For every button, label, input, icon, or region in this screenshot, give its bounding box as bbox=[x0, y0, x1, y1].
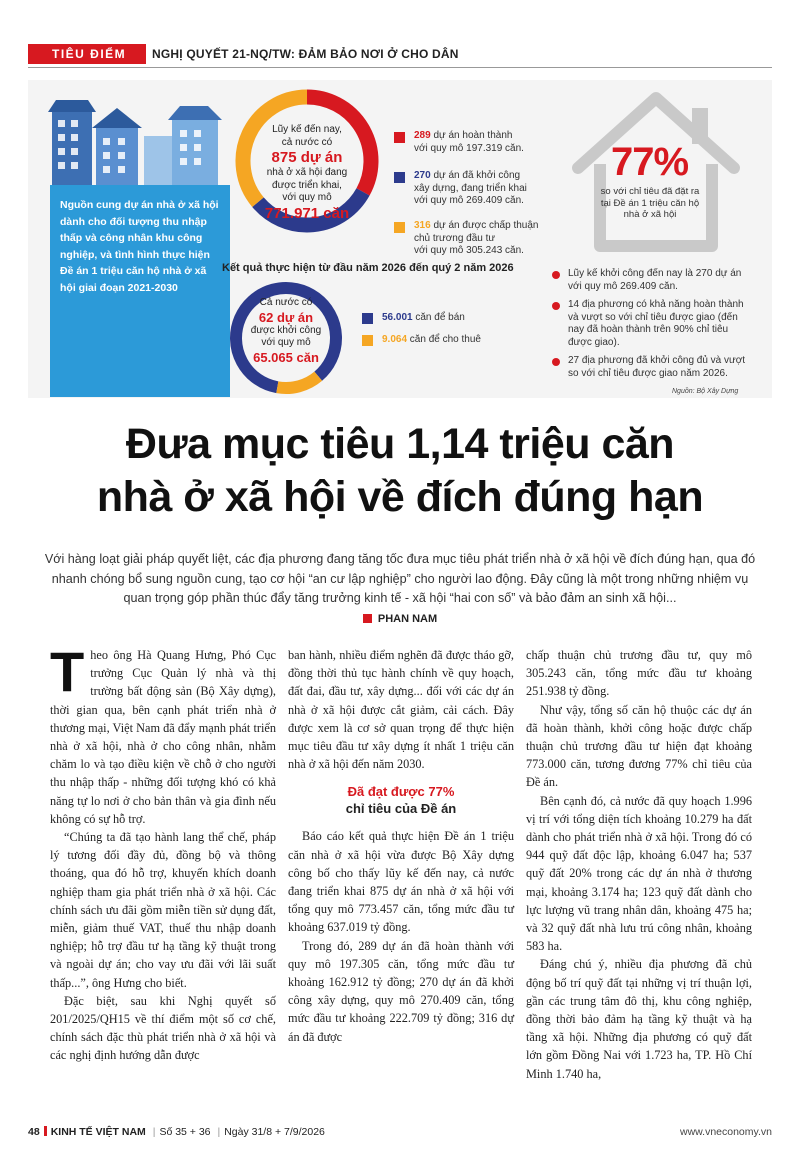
list-item: 14 địa phương có khả năng hoàn thành và vượt so với chỉ tiêu được giao (đến nay đã hoàn thành trên 90% chỉ tiêu được giao). bbox=[552, 299, 752, 349]
list-item: 27 địa phương đã khởi công đủ và vượt so với chỉ tiêu được giao năm 2026. bbox=[552, 355, 752, 380]
section-tag: TIÊU ĐIỂM bbox=[28, 44, 146, 64]
section-title: NGHỊ QUYẾT 21-NQ/TW: ĐẢM BẢO NƠI Ở CHO DÂN bbox=[152, 47, 459, 61]
results-title: Kết quả thực hiện từ đầu năm 2026 đến quý 2 năm 2026 bbox=[222, 262, 514, 274]
header-divider bbox=[28, 67, 772, 68]
legend-swatch bbox=[394, 132, 405, 143]
legend-swatch bbox=[394, 222, 405, 233]
legend-item: 316 dự án được chấp thuận chủ trương đầu tư với quy mô 305.243 căn. bbox=[394, 220, 544, 260]
paragraph: Như vậy, tổng số căn hộ thuộc các dự án đã hoàn thành, khởi công hoặc được chấp thuận chủ trương đầu tư hiện đạt khoảng 773.000 căn, tương đương 77% chỉ tiêu của Đề án. bbox=[526, 702, 752, 790]
infographic-intro: Nguồn cung dự án nhà ở xã hội dành cho đối tượng thu nhập thấp và công nhân khu công nghiệp, và tình hình thực hiện Đề án 1 triệu căn hộ nhà ở xã hội giai đoạn 2021-2030 bbox=[50, 185, 230, 397]
subheading: Đã đạt được 77% chỉ tiêu của Đề án bbox=[345, 784, 457, 817]
percent-description: so với chỉ tiêu đã đặt ra tại Đề án 1 triệu căn hộ nhà ở xã hội bbox=[600, 186, 700, 220]
paragraph: ban hành, nhiều điểm nghẽn đã được tháo gỡ, đồng thời thủ tục hành chính về quy hoạch, đất đai, đầu tư, xây dựng... đối với các dự án nhà ở xã hội được cắt giảm, cải cách. Đây được xem là cơ sở quan trọng để thực hiện mục tiêu đầu tư xây dựng ít nhất 1 triệu căn nhà ở xã hội đến năm 2030. bbox=[288, 648, 514, 772]
issue-date: Ngày 31/8 + 7/9/2026 bbox=[224, 1126, 325, 1138]
donut-slice bbox=[277, 376, 318, 388]
legend-swatch bbox=[394, 172, 405, 183]
article-column-2 bbox=[288, 646, 514, 1046]
article-lead: Với hàng loạt giải pháp quyết liệt, các địa phương đang tăng tốc đưa mục tiêu phát triển nhà ở xã hội về đích đúng hạn, qua đó nhanh chóng bổ sung nguồn cung, tạo cơ hội “an cư lập nghiệp” cho người lao động. Đây cũng là một trong những nhiệm vụ quan trọng góp phần thúc đẩy tăng trưởng kinh tế - xã hội “hai con số” và bảo đảm an sinh xã hội... bbox=[44, 552, 756, 606]
source-note: Nguồn: Bộ Xây Dựng bbox=[672, 388, 739, 395]
legend-swatch bbox=[362, 335, 373, 346]
website-url: www.vneconomy.vn bbox=[679, 1126, 772, 1138]
article-column-1 bbox=[50, 640, 276, 1065]
donut1-label: Lũy kế đến nay, cả nước có 875 dự án nhà ở xã hội đang được triển khai, với quy mô 771.971 căn bbox=[264, 124, 350, 222]
legend-item: 289 dự án hoàn thành với quy mô 197.319 căn. bbox=[394, 130, 544, 170]
magazine-name: KINH TẾ VIỆT NAM bbox=[50, 1126, 146, 1138]
legend-item: 9.064 căn để cho thuê bbox=[362, 334, 512, 356]
page-number: 48 bbox=[28, 1126, 40, 1138]
paragraph: Bên cạnh đó, cả nước đã quy hoạch 1.996 vị trí với tổng diện tích khoảng 10.279 ha đất dành cho phát triển nhà ở xã hội. Trong đó có 944 quỹ đất độc lập, khoảng 6.047 ha; 537 quỹ đất 20% trong các dự án nhà ở thương mại, khoảng 3.174 ha; 123 quỹ đất dành cho lực lượng vũ trang nhân dân, khoảng 475 ha; và 32 quỹ đất nhà lưu trú công nhân, khoảng 583 ha. bbox=[526, 793, 752, 954]
page-footer: 48 KINH TẾ VIỆT NAM | Số 35 + 36 | Ngày 31/8 + 7/9/2026 bbox=[28, 1126, 325, 1138]
bullet-icon bbox=[552, 358, 560, 366]
article-column-3 bbox=[526, 646, 752, 1083]
legend-projects bbox=[394, 130, 544, 260]
paragraph: Theo ông Hà Quang Hưng, Phó Cục trưởng Cục Quản lý nhà và thị trường bất động sản (Bộ Xây dựng), thời gian qua, bên cạnh phát triển nhà ở thương mại, Việt Nam đã đẩy mạnh phát triển nhà ở xã hội, nhà ở cho công nhân, nhằm chăm lo và tạo điều kiện về chỗ ở cho người thu nhập thấp - những đối tượng khó có khả năng tự lo nơi ở cho bản thân và gia đình nếu không có sự hỗ trợ. bbox=[50, 640, 276, 826]
donut2-label: Cả nước có 62 dự án được khởi công với quy mô 65.065 căn bbox=[250, 297, 322, 365]
bullet-list bbox=[552, 268, 752, 380]
article-headline: Đưa mục tiêu 1,14 triệu căn nhà ở xã hội về đích đúng hạn bbox=[96, 420, 704, 521]
paragraph: Báo cáo kết quả thực hiện Đề án 1 triệu căn nhà ở xã hội vừa được Bộ Xây dựng công bố cho thấy lũy kế đến nay, cả nước đang triển khai 875 dự án nhà ở xã hội với tổng quy mô 773.457 căn, tổng mức đầu tư khoảng 637.019 tỷ đồng. bbox=[288, 829, 514, 935]
paragraph: “Chúng ta đã tạo hành lang thể chế, pháp lý tương đối đầy đủ, đồng bộ và thông thoáng, qua đó hỗ trợ, khuyến khích doanh nghiệp tham gia phát triển nhà ở xã hội. Các chính sách ưu đãi gồm miễn tiền sử dụng đất, miễn, giảm thuế VAT, thuế thu nhập doanh nghiệp; hỗ trợ đầu tư hạ tầng kỹ thuật trong và ngoài dự án; cho vay ưu đãi với lãi suất thấp...”, ông Hưng cho biết. bbox=[50, 830, 276, 990]
author-byline: PHAN NAM bbox=[0, 613, 800, 625]
pen-icon bbox=[363, 614, 372, 623]
percent-achieved: 77% bbox=[611, 140, 689, 184]
legend-item: 270 dự án đã khởi công xây dựng, đang triển khai với quy mô 269.409 căn. bbox=[394, 170, 544, 220]
bullet-icon bbox=[552, 302, 560, 310]
paragraph: Trong đó, 289 dự án đã hoàn thành với quy mô 197.305 căn, tổng mức đầu tư khoảng 162.912 tỷ đồng; 270 dự án đã khởi công xây dựng, quy mô 270.409 căn, tổng mức đầu tư khoảng 222.709 tỷ đồng; 316 dự án đã được bbox=[288, 938, 514, 1044]
footer-bar bbox=[44, 1126, 47, 1136]
paragraph: chấp thuận chủ trương đầu tư, quy mô 305.243 căn, tổng mức đầu tư khoảng 251.938 tỷ đồng. bbox=[526, 648, 752, 699]
bullet-icon bbox=[552, 271, 560, 279]
paragraph: Đặc biệt, sau khi Nghị quyết số 201/2025/QH15 về thí điểm một số cơ chế, chính sách đặc thù phát triển nhà ở xã hội và các nghị định hướng dẫn được bbox=[50, 993, 276, 1063]
drop-cap: T bbox=[50, 640, 85, 703]
legend-item: 56.001 căn để bán bbox=[362, 312, 512, 334]
issue-number: Số 35 + 36 bbox=[159, 1126, 211, 1138]
paragraph: Đáng chú ý, nhiều địa phương đã chủ động bố trí quỹ đất tại những vị trí thuận lợi, gần các trung tâm đô thị, khu công nghiệp, đồng thời bảo đảm hạ tầng kỹ thuật và hạ tầng xã hội. Những địa phương có quỹ đất lớn gồm Đồng Nai với 1.723 ha, TP. Hồ Chí Minh 1.740 ha, bbox=[526, 957, 752, 1081]
buildings-illustration bbox=[48, 92, 234, 188]
list-item: Lũy kế khởi công đến nay là 270 dự án với quy mô 269.409 căn. bbox=[552, 268, 752, 293]
legend-swatch bbox=[362, 313, 373, 324]
legend-units bbox=[362, 312, 512, 356]
